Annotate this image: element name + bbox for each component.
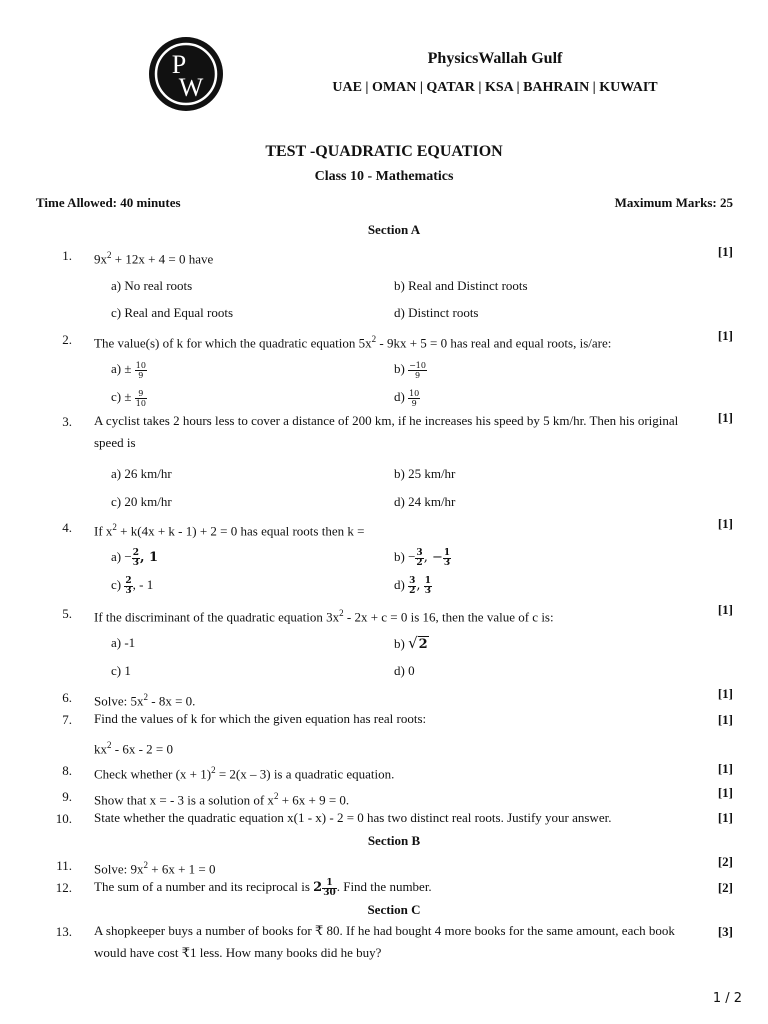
question-text: A cyclist takes 2 hours less to cover a distance of 200 km, if he increases his speed by 5 km/hr. Then his original speed is — [94, 413, 679, 450]
question-number: 13. — [55, 924, 72, 939]
question-number: 3. — [62, 414, 72, 429]
option-c: c) $\frac{2}{3}$ , - 1 — [111, 575, 154, 596]
option-a: a) ± $\frac{10}{9}$ — [111, 360, 146, 380]
option-b: b) $\frac{-10}{9}$ — [394, 360, 426, 380]
question-number: 7. — [62, 712, 72, 727]
section-b-heading: Section B — [367, 833, 421, 848]
option-d: d) $\frac{10}{9}$ — [394, 388, 420, 408]
question-text: $9x^2 + 12x + 4 = 0$ have — [94, 250, 214, 267]
question-text: A shopkeeper buys a number of books for ₹ 80. If he had bought 4 more books for the same amount, each book would have cost ₹1 less. How many books did he buy? — [94, 923, 675, 960]
option-c: c) 1 — [111, 663, 131, 678]
brand-countries: UAE | OMAN | QATAR | KSA | BAHRAIN | KUWAIT — [332, 80, 658, 95]
pw-logo — [148, 36, 224, 112]
question-marks: [1] — [717, 712, 733, 727]
option-b: b) Real and Distinct roots — [394, 278, 528, 293]
question-marks: [1] — [717, 761, 733, 776]
max-marks: Maximum Marks: 25 — [614, 195, 733, 210]
question-text: The value(s) of k for which the quadratic equation $5x^2 - 9kx + 5 = 0$ has real and equal roots, is/are: — [94, 334, 612, 351]
question-number: 10. — [55, 811, 72, 826]
test-title: TEST -QUADRATIC EQUATION — [265, 143, 503, 160]
brand-name: PhysicsWallah Gulf — [427, 50, 563, 67]
question-marks: [1] — [717, 602, 733, 617]
section-a-heading: Section A — [367, 222, 421, 237]
question-number: 12. — [55, 880, 72, 895]
question-marks: [2] — [717, 854, 733, 869]
option-d: d) 0 — [394, 663, 415, 678]
option-d: d) Distinct roots — [394, 305, 479, 320]
question-marks: [1] — [717, 328, 733, 343]
section-c-heading: Section C — [367, 902, 421, 917]
question-text: Solve: $9x^2 + 6x + 1 = 0$ — [94, 860, 216, 877]
logo-letter-w: W — [178, 73, 204, 102]
question-text: Check whether $(x + 1)^2 = 2(x - 3)$ is a quadratic equation. — [94, 765, 395, 782]
question-marks: [2] — [717, 880, 733, 895]
question-equation: $kx^2 - 6x - 2 = 0$ — [94, 740, 173, 757]
option-a: a) − $\frac{2}{3}$ , 1 — [111, 547, 159, 568]
question-marks: [1] — [717, 410, 733, 425]
question-text: If the discriminant of the quadratic equation $3x^2 - 2x + c = 0$ is 16, then the value of c is: — [94, 608, 554, 625]
option-d: d) 24 km/hr — [394, 494, 456, 509]
question-marks: [1] — [717, 516, 733, 531]
question-number: 11. — [56, 858, 72, 873]
question-number: 8. — [62, 763, 72, 778]
question-text: Show that x = - 3 is a solution of $x^2 + 6x + 9 = 0$. — [94, 791, 350, 808]
page-number: 1 / 2 — [712, 991, 742, 1006]
option-c: c) ± $\frac{9}{10}$ — [111, 388, 146, 408]
option-c: c) 20 km/hr — [111, 494, 172, 509]
option-a: a) 26 km/hr — [111, 466, 172, 481]
question-number: 9. — [62, 789, 72, 804]
time-allowed: Time Allowed: 40 minutes — [36, 195, 181, 210]
option-a: a) -1 — [111, 635, 136, 650]
option-b: b) − $\frac{3}{2}$ , − $\frac{1}{3}$ — [394, 547, 451, 568]
question-text: Solve: $5x^2 - 8x = 0$. — [94, 692, 196, 709]
option-a: a) No real roots — [111, 278, 193, 293]
question-marks: [3] — [717, 924, 733, 939]
logo-letter-p: P — [171, 50, 187, 79]
question-number: 4. — [62, 520, 72, 535]
question-marks: [1] — [717, 244, 733, 259]
question-number: 1. — [62, 248, 72, 263]
question-marks: [1] — [717, 810, 733, 825]
test-subtitle: Class 10 - Mathematics — [314, 169, 454, 184]
question-text: Find the values of k for which the given equation has real roots: — [94, 711, 427, 726]
option-c: c) Real and Equal roots — [111, 305, 234, 320]
option-d: d) $\frac{3}{2}$ , $\frac{1}{3}$ — [394, 575, 432, 596]
question-number: 6. — [62, 690, 72, 705]
question-text: The sum of a number and its reciprocal is 2 $\frac{1}{30}$ . Find the number. — [94, 877, 432, 898]
question-marks: [1] — [717, 686, 733, 701]
question-number: 5. — [62, 606, 72, 621]
option-b: b) 25 km/hr — [394, 466, 456, 481]
question-text: State whether the quadratic equation x(1 - x) - 2 = 0 has two distinct real roots. Justify your answer. — [94, 810, 612, 825]
question-number: 2. — [62, 332, 72, 347]
option-b: b) √2 — [394, 634, 428, 652]
question-marks: [1] — [717, 785, 733, 800]
question-text: If $x^2 + k(4x + k - 1) + 2 = 0$ has equal roots then k = — [94, 522, 365, 539]
